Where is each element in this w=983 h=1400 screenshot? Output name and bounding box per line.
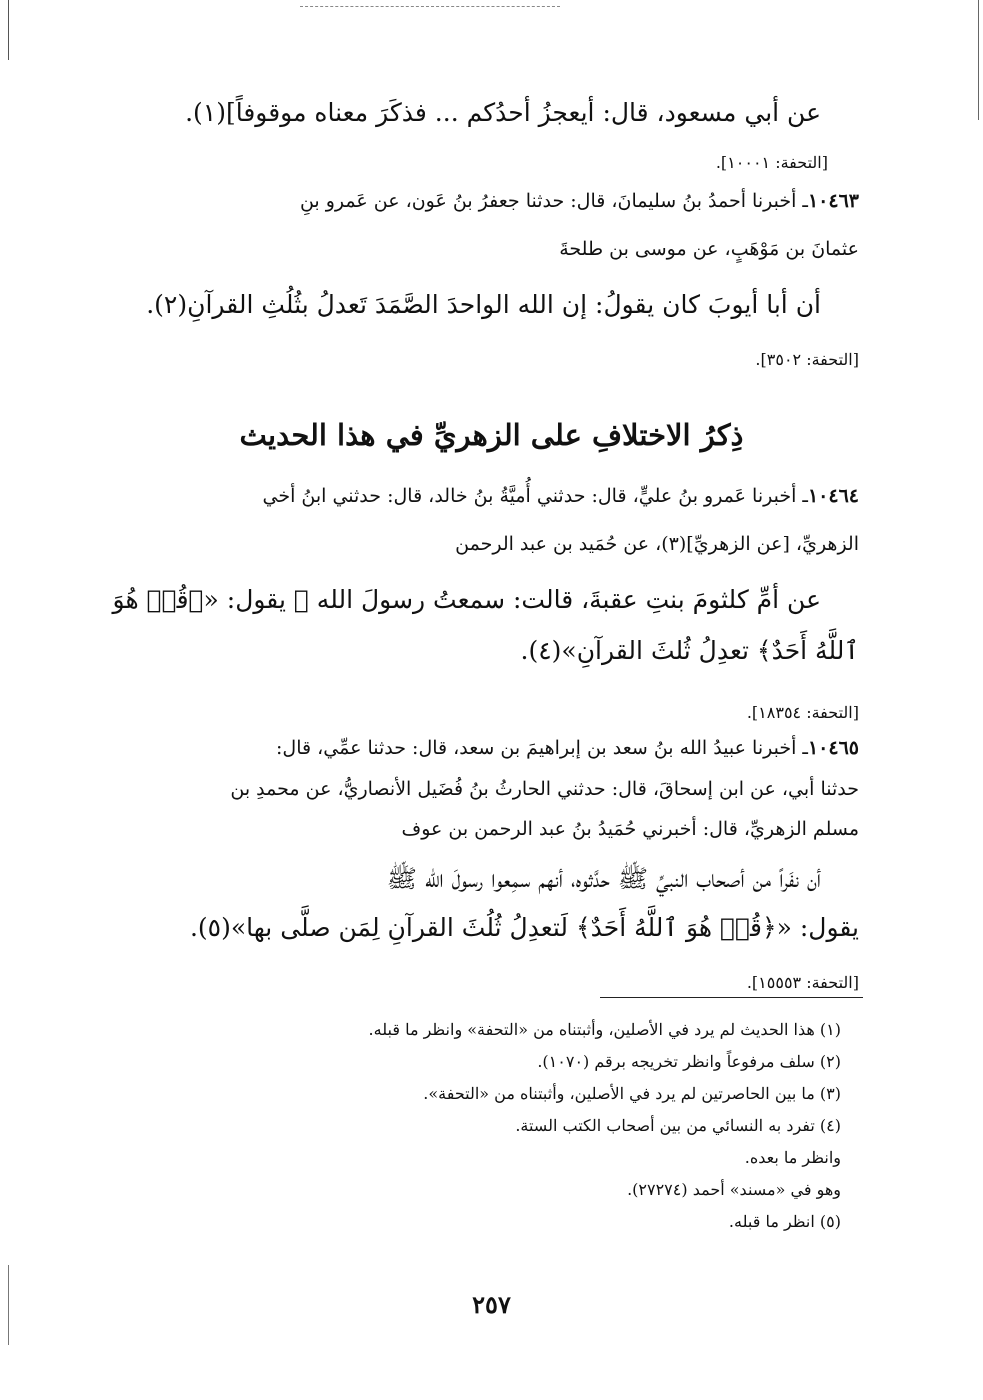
hadith-text-line: عن أبي مسعود، قال: أيعجزُ أحدُكم ... فذكَرَ معناه موقوفاً](١). bbox=[185, 98, 821, 127]
footnote-5: (٥) انظر ما قبله. bbox=[728, 1212, 841, 1231]
hadith-10465-isnad-line2: حدثنا أبي، عن ابن إسحاقَ، قال: حدثني الحارثُ بنُ فُضَيل الأنصاريُّ، عن محمدِ بن bbox=[230, 778, 859, 800]
scan-edge-line bbox=[8, 0, 9, 60]
hadith-10465-isnad-line1 bbox=[276, 737, 859, 759]
tuhfa-reference: [التحفة: ١٥٥٥٣]. bbox=[746, 973, 859, 992]
hadith-10464-isnad-line1 bbox=[262, 485, 859, 507]
hadith-10465-isnad-line3: مسلم الزهريِّ، قال: أخبرني حُمَيدُ بنُ عبد الرحمن بن عوف bbox=[401, 818, 859, 840]
hadith-10463-isnad-line1 bbox=[300, 190, 859, 212]
hadith-number: ١٠٤٦٣ bbox=[807, 190, 859, 212]
tuhfa-reference: [التحفة: ١٠٠٠١]. bbox=[715, 153, 828, 172]
hadith-10464-isnad-line2: الزهريِّ، [عن الزهريِّ](٣)، عن حُمَيد بن عبد الرحمن bbox=[455, 533, 859, 555]
hadith-10463-matn: أن أبا أيوبَ كان يقولُ: إن الله الواحدَ الصَّمَدَ تَعدلُ بثُلُثِ القرآنِ(٢). bbox=[146, 290, 821, 319]
isnad-text: ـ أخبرنا عَمرو بنُ عليٍّ، قال: حدثني أُميَّةُ بنُ خالد، قال: حدثني ابنُ أخي bbox=[262, 485, 808, 507]
footnote-2: (٢) سلف مرفوعاً وانظر تخريجه برقم (١٠٧٠). bbox=[537, 1052, 841, 1071]
hadith-10465-matn-line2: يقول: «﴿قُلۡ هُوَ ٱللَّهُ أَحَدٌ﴾ لَتعدِلُ ثُلُثَ القرآنِ لِمَن صلَّى بها»(٥). bbox=[189, 913, 859, 942]
tuhfa-reference: [التحفة: ١٨٣٥٤]. bbox=[746, 703, 859, 722]
isnad-text: ـ أخبرنا أحمدُ بنُ سليمانَ، قال: حدثنا جعفرُ بنُ عَون، عن عَمرو بنِ bbox=[299, 190, 808, 212]
scan-edge-line bbox=[978, 0, 979, 120]
hadith-number: ١٠٤٦٤ bbox=[807, 485, 859, 507]
top-dashed-rule bbox=[300, 6, 560, 7]
footnote-3: (٣) ما بين الحاصرتين لم يرد في الأصلين، وأثبتناه من «التحفة». bbox=[423, 1084, 841, 1103]
section-heading: ذِكرُ الاختلافِ على الزهريِّ في هذا الحديث bbox=[239, 418, 744, 452]
footnote-1: (١) هذا الحديث لم يرد في الأصلين، وأثبتناه من «التحفة» وانظر ما قبله. bbox=[368, 1020, 841, 1039]
hadith-10463-isnad-line2: عثمانَ بن مَوْهَبٍ، عن موسى بن طلحةَ bbox=[559, 238, 859, 260]
footnote-4-cont: وهو في «مسند» أحمد (٢٧٢٧٤). bbox=[627, 1180, 841, 1199]
footnote-4: (٤) تفرد به النسائي من بين أصحاب الكتب الستة. bbox=[515, 1116, 841, 1135]
page-number: ٢٥٧ bbox=[472, 1290, 511, 1319]
hadith-10465-matn-line1: أن نفَراً من أصحاب النبيِّ ﷺ حدَّثوه، أنهم سمِعوا رسولَ الله ﷺ bbox=[386, 864, 821, 893]
hadith-10464-matn-line2: ٱللَّهُ أَحَدٌ﴾ تعدِلُ ثُلثَ القرآنِ»(٤). bbox=[520, 636, 859, 665]
hadith-number: ١٠٤٦٥ bbox=[807, 737, 859, 759]
footnote-separator bbox=[600, 997, 863, 998]
hadith-10464-matn-line1: عن أمِّ كلثومَ بنتِ عقبةَ، قالت: سمعتُ رسولَ الله ﷺ يقول: «﴿قُلۡ هُوَ bbox=[112, 585, 821, 614]
footnote-4-cont: وانظر ما بعده. bbox=[744, 1148, 841, 1167]
isnad-text: ـ أخبرنا عبيدُ الله بنُ سعد بن إبراهيمَ بن سعد، قال: حدثنا عمِّي، قال: bbox=[276, 737, 808, 759]
tuhfa-reference: [التحفة: ٣٥٠٢]. bbox=[755, 350, 859, 369]
